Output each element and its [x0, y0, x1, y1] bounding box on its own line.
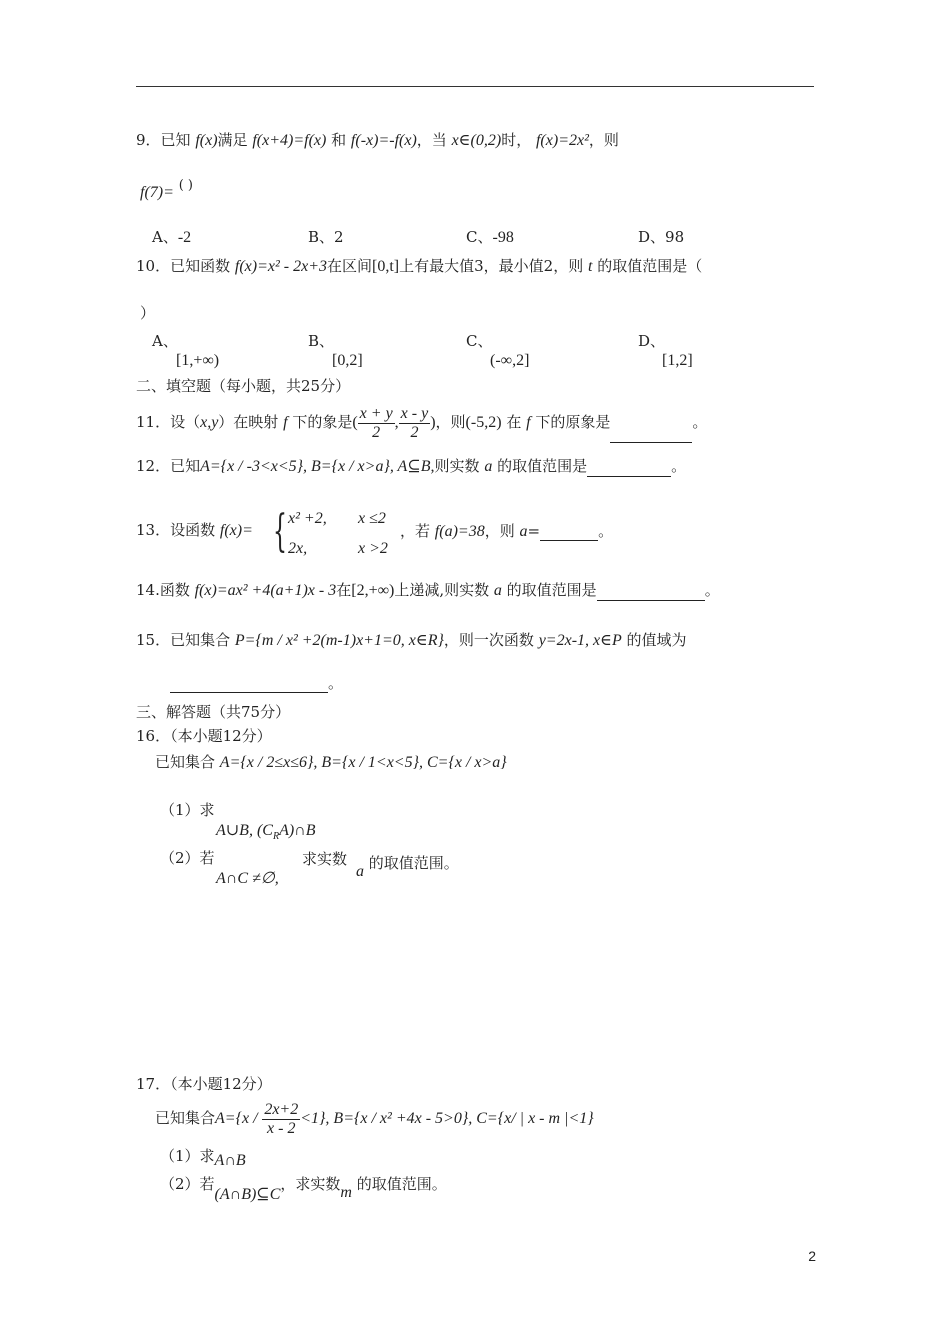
q9-math: f(x+4)=f(x): [252, 132, 327, 149]
q9-option-b: B、2: [308, 228, 344, 246]
q16-math: A∩C ≠∅,: [216, 870, 279, 887]
question-12: [136, 456, 686, 477]
q13-case-1: x² +2,: [288, 510, 327, 527]
q10-option-d: [638, 330, 693, 370]
q13-tail: [400, 520, 613, 541]
q10-number: 10．: [136, 257, 171, 275]
q9-answer-paren: ( ): [178, 178, 193, 193]
q15-math: P={m / x² +2(m-1)x+1=0, x∈R}: [234, 632, 444, 649]
q13-answer-blank[interactable]: [540, 540, 598, 541]
q14-number: 14.函数: [136, 581, 190, 599]
section-3-heading: 三、解答题（共75分）: [136, 703, 291, 721]
q16-subscript: R: [272, 831, 280, 842]
q17-text: 的取值范围。: [356, 1175, 447, 1193]
q13-case-2: 2x,: [288, 540, 308, 557]
q10-text: 已知函数: [170, 257, 231, 275]
q11-paren: ): [430, 414, 436, 431]
question-11: [136, 402, 707, 443]
question-14: [136, 580, 720, 601]
q10-option-label: B、: [308, 332, 335, 350]
question-17-given: [155, 1098, 594, 1139]
q10-option-value: (-∞,2]: [490, 352, 530, 369]
q16-math: A)∩B: [279, 822, 316, 839]
question-9-line1: [136, 130, 619, 151]
q13-case-2-cond: x >2: [358, 540, 388, 557]
q15-end: 。: [328, 674, 344, 692]
q9-text: ，当: [416, 131, 447, 149]
question-17-heading: 17．（本小题12分）: [136, 1075, 272, 1093]
q9-number: 9．: [136, 131, 161, 149]
question-17-part-1: [160, 1146, 246, 1167]
q9-math: f(7)=: [140, 184, 174, 201]
q11-text: 下的原象是: [535, 413, 611, 431]
q16-math: A={x / 2≤x≤6}, B={x / 1<x<5}, C={x / x>a}: [219, 754, 507, 771]
q9-option-value: -98: [492, 229, 514, 246]
q11-answer-blank[interactable]: [610, 442, 692, 443]
question-16-given: [155, 752, 507, 773]
q14-end: 。: [704, 581, 720, 599]
q9-option-label: A、: [152, 228, 178, 246]
q11-text: ，则: [435, 413, 466, 431]
fraction-denominator: 2: [410, 423, 419, 441]
fraction-numerator: 2x+2: [264, 1100, 299, 1118]
q15-math: y=2x-1, x∈P: [538, 632, 622, 649]
q10-option-c: [466, 330, 529, 370]
q9-text: ，则: [588, 131, 619, 149]
q12-text: 的取值范围是: [497, 457, 588, 475]
q11-number: 11．设（: [136, 413, 201, 431]
q14-text: 的取值范围是: [506, 581, 597, 599]
question-15: [136, 630, 687, 651]
q9-math: f(x)=2x²: [535, 132, 589, 149]
q13-number: 13．设函数: [136, 521, 216, 539]
q13-equals: =: [527, 522, 541, 540]
q11-math: x,y: [200, 414, 219, 431]
q16-math: A∪B, (C: [216, 822, 273, 839]
q14-math: a: [493, 582, 502, 599]
q9-option-value: -2: [177, 229, 192, 246]
q9-option-c: [466, 226, 514, 247]
q12-end: 。: [671, 457, 687, 475]
q9-text: 和: [331, 131, 347, 149]
q14-math: f(x)=ax² +4(a+1)x - 3: [194, 582, 337, 599]
q13-case-1-cond: x ≤2: [358, 510, 386, 527]
q10-text: 在区间: [327, 257, 373, 275]
q9-text: 时，: [501, 131, 532, 149]
q17-text: ，求实数: [280, 1175, 341, 1193]
q9-math: f(x): [195, 132, 218, 149]
q9-text: 已知: [160, 131, 191, 149]
q17-math: m: [340, 1184, 352, 1201]
q11-math: f: [283, 414, 288, 431]
fraction-numerator: x - y: [400, 404, 429, 422]
fraction-denominator: 2: [372, 423, 381, 441]
q13-brace: {: [273, 506, 287, 557]
q17-text: 已知集合: [155, 1109, 216, 1127]
q11-fraction-1: [358, 405, 395, 442]
q10-text: 上有最大值3，最小值2，则: [399, 257, 584, 275]
q15-number: 15．已知集合: [136, 631, 231, 649]
question-16-part-1: [160, 800, 316, 847]
q10-option-label: D、: [638, 332, 666, 350]
q10-math: t: [588, 258, 593, 275]
q16-text: 求实数: [302, 850, 348, 868]
q13-math: f(x)=: [219, 522, 253, 539]
question-13: [136, 520, 253, 541]
q12-math: a: [484, 458, 493, 475]
q14-answer-blank[interactable]: [597, 600, 705, 601]
q15-text: 的值域为: [626, 631, 687, 649]
q9-option-d: D、98: [638, 228, 685, 246]
q10-text: 的取值范围是（: [597, 257, 703, 275]
q17-part-label: （1）求: [160, 1147, 215, 1165]
q16-part-2-tail: [302, 848, 347, 869]
q13-end: 。: [598, 522, 614, 540]
q15-text: ，则一次函数: [443, 631, 534, 649]
q14-text: 在: [336, 581, 352, 599]
q17-math: A∩B: [214, 1152, 246, 1169]
q9-text: 满足: [217, 131, 248, 149]
q17-fraction: [262, 1101, 300, 1138]
question-10-line1: [136, 256, 702, 277]
q17-math: <1}, B={x / x² +4x - 5>0}, C={x/ | x - m |<1}: [300, 1110, 594, 1127]
q14-text: 上递减,则实数: [394, 581, 490, 599]
q15-answer-line: [170, 672, 343, 693]
q10-option-value: [1,+∞): [176, 352, 220, 369]
q10-option-value: [1,2]: [662, 352, 693, 369]
q9-math: x∈(0,2): [451, 132, 502, 149]
q12-number: 12．已知: [136, 457, 201, 475]
q13-math: f(a)=38: [434, 523, 485, 540]
q11-paren: (: [352, 414, 358, 431]
q17-part-label: （2）若: [160, 1175, 215, 1193]
q10-option-label: A、: [152, 332, 178, 350]
question-16-heading: 16．（本小题12分）: [136, 727, 272, 745]
q10-option-a: [152, 330, 219, 370]
q16-part-label: （2）若: [160, 849, 215, 867]
q12-answer-blank[interactable]: [587, 476, 671, 477]
q13-text: ，则: [484, 522, 515, 540]
q10-option-b: [308, 330, 363, 370]
question-16-part-2: [160, 848, 279, 889]
q11-text: 在: [506, 413, 522, 431]
q9-option-a: [152, 226, 191, 247]
q9-math: f(-x)=-f(x): [350, 132, 417, 149]
question-9-line2: [140, 178, 193, 204]
q15-answer-blank[interactable]: [170, 692, 328, 693]
page-number: 2: [808, 1248, 816, 1264]
fraction-denominator: x - 2: [267, 1119, 296, 1137]
q9-option-label: C、: [466, 228, 493, 246]
q11-fraction-2: [399, 405, 431, 442]
q16-math: a: [356, 863, 364, 880]
q14-math: [2,+∞): [351, 582, 395, 599]
q12-math: A={x / -3<x<5}, B={x / x>a}, A⊆B,: [200, 458, 435, 475]
q10-math: [0,t]: [372, 258, 400, 275]
q16-part-2-tail-2: [356, 852, 459, 880]
fraction-numerator: x + y: [359, 404, 393, 422]
q11-math: f: [526, 414, 531, 431]
q17-math: A={x /: [215, 1110, 258, 1127]
q11-comma: ,: [394, 414, 399, 431]
q11-end: 。: [692, 413, 708, 431]
q10-option-value: [0,2]: [332, 352, 363, 369]
q13-text: ，若: [400, 522, 431, 540]
q11-math: (-5,2): [465, 414, 502, 431]
q12-text: 则实数: [434, 457, 480, 475]
q10-math: f(x)=x² - 2x+3: [234, 258, 328, 275]
q16-text: 已知集合: [155, 753, 216, 771]
q10-option-label: C、: [466, 332, 493, 350]
q11-text: 下的象是: [292, 413, 353, 431]
q13-math: a: [519, 523, 528, 540]
q16-part-label: （1）求: [160, 801, 215, 819]
q17-math: (A∩B)⊆C: [214, 1186, 281, 1203]
question-17-part-2: [160, 1174, 447, 1203]
q11-text: ）在映射: [218, 413, 279, 431]
header-rule: [136, 86, 814, 87]
section-2-heading: 二、填空题（每小题，共25分）: [136, 377, 351, 395]
q16-text: 的取值范围。: [368, 854, 459, 872]
q10-close-paren: ）: [140, 304, 156, 322]
